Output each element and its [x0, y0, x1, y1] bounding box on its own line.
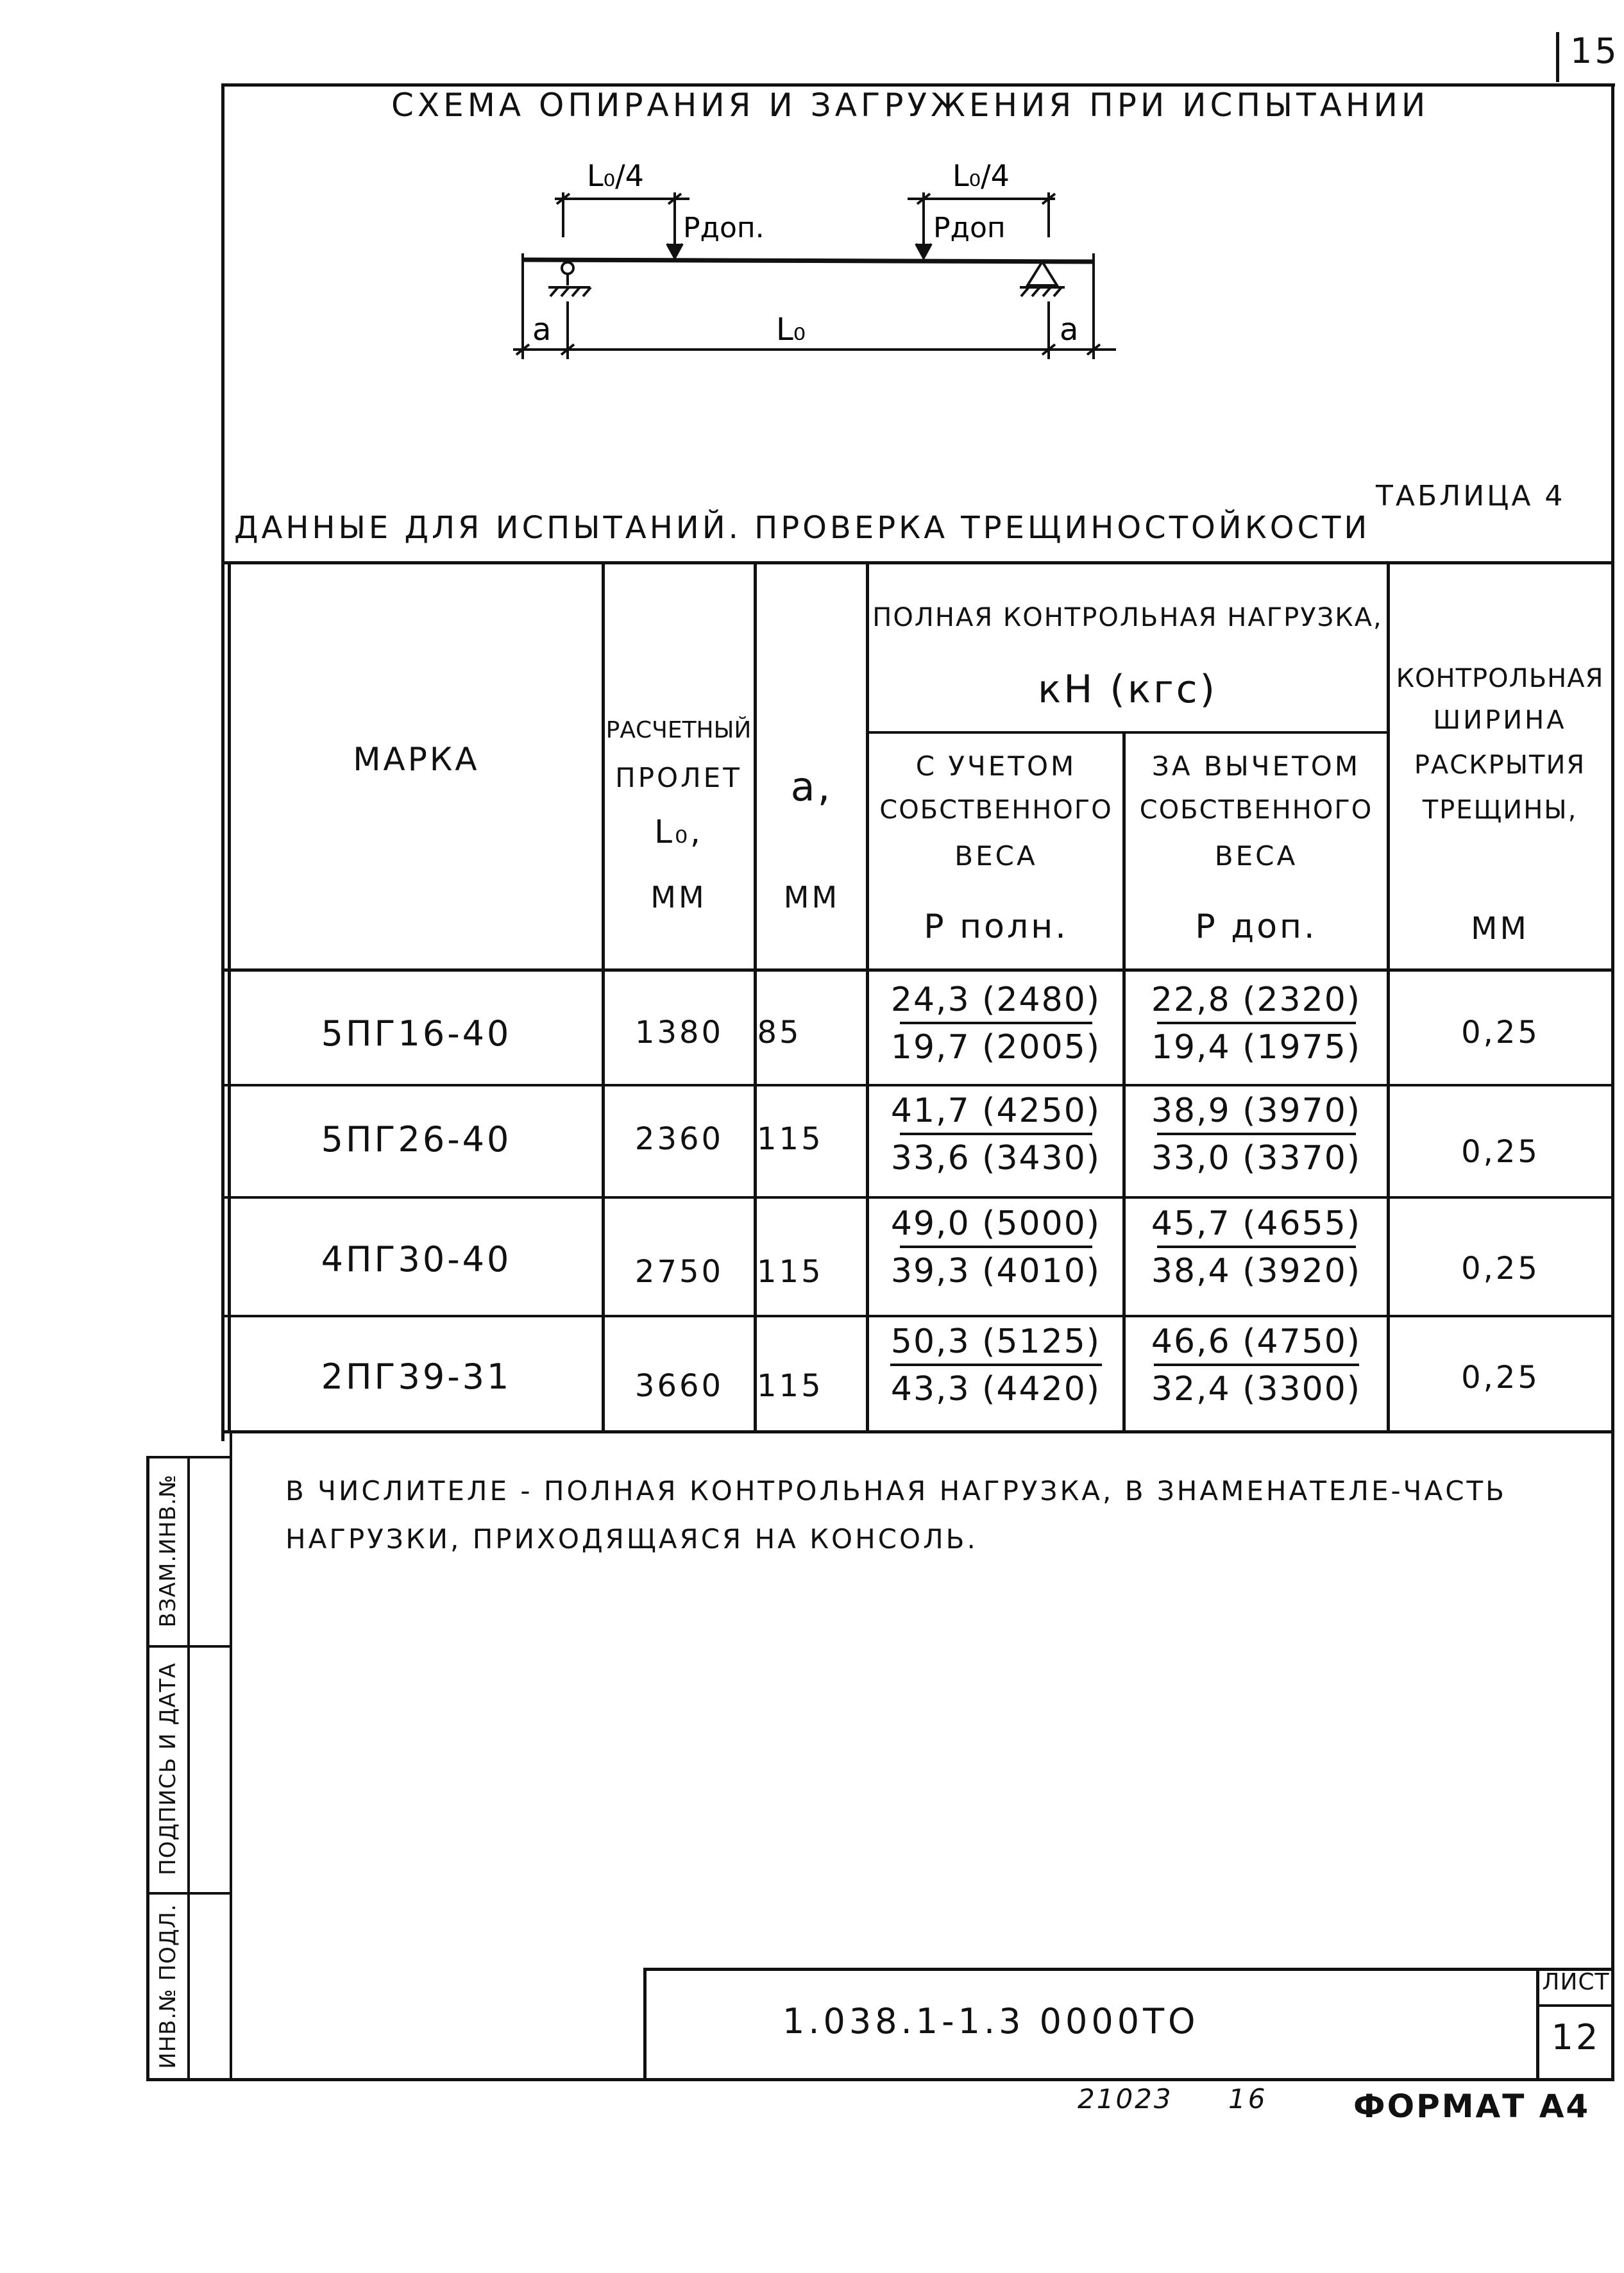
- table-caption: ТАБЛИЦА 4: [1376, 480, 1566, 512]
- row-p-add-num: 46,6 (4750): [1151, 1322, 1362, 1361]
- row-p-add: [1126, 1322, 1387, 1408]
- row-p-full: [869, 1322, 1122, 1408]
- row-p-add-num: 22,8 (2320): [1151, 981, 1362, 1019]
- row-p-add-num: 38,9 (3970): [1151, 1092, 1362, 1130]
- row-p-add-num: 45,7 (4655): [1151, 1204, 1362, 1243]
- row-p-add-den: 33,0 (3370): [1151, 1139, 1362, 1178]
- sheet-number: 12: [1551, 2017, 1601, 2058]
- row-p-add-den: 38,4 (3920): [1151, 1252, 1362, 1290]
- row-p-full: [869, 981, 1122, 1067]
- header-crack-line3: РАСКРЫТИЯ: [1414, 750, 1586, 780]
- header-load-group-line1: ПОЛНАЯ КОНТРОЛЬНАЯ НАГРУЗКА,: [872, 603, 1383, 632]
- row-span: 1380: [634, 1015, 724, 1051]
- row-p-full-num: 49,0 (5000): [890, 1204, 1101, 1243]
- row-crack: 0,25: [1461, 1015, 1540, 1051]
- header-a-symbol: a,: [790, 763, 833, 810]
- header-with-weight-symbol: P полн.: [924, 908, 1069, 946]
- row-span: 2750: [634, 1254, 724, 1290]
- row-span: 2360: [634, 1121, 724, 1157]
- header-crack-line4: ТРЕЩИНЫ,: [1422, 795, 1578, 825]
- dim-support-left: a: [532, 312, 552, 348]
- load-label-right: Pдоп: [933, 212, 1006, 244]
- row-p-full-den: 19,7 (2005): [890, 1028, 1101, 1067]
- dim-left-quarter: L₀/4: [587, 158, 644, 193]
- frame-right: [1611, 83, 1614, 2079]
- header-a-unit: ММ: [783, 880, 840, 915]
- row-a: 85: [757, 1015, 802, 1051]
- page-format: ФОРМАТ А4: [1353, 2088, 1591, 2125]
- dim-span: L₀: [776, 312, 806, 348]
- row-mark: 2ПГ39-31: [321, 1356, 512, 1397]
- header-without-weight-line2: СОБСТВЕННОГО: [1139, 795, 1373, 825]
- row-crack: 0,25: [1461, 1134, 1540, 1170]
- corner-sheet-number: 15: [1570, 31, 1620, 71]
- note-line-1: В ЧИСЛИТЕЛЕ - ПОЛНАЯ КОНТРОЛЬНАЯ НАГРУЗКА, В ЗНАМЕНАТЕЛЕ-ЧАСТЬ: [285, 1475, 1507, 1507]
- stamp-sign-date: ПОДПИСЬ И ДАТА: [155, 1662, 181, 1875]
- row-p-full-num: 50,3 (5125): [890, 1322, 1101, 1361]
- dim-support-right: a: [1060, 312, 1079, 348]
- note-line-2: НАГРУЗКИ, ПРИХОДЯЩАЯСЯ НА КОНСОЛЬ.: [285, 1523, 978, 1555]
- row-crack: 0,25: [1461, 1251, 1540, 1287]
- stamp-inv-orig: ИНВ.№ ПОДЛ.: [155, 1904, 181, 2069]
- row-p-add-den: 32,4 (3300): [1151, 1370, 1362, 1408]
- header-span-line3: L₀,: [654, 813, 703, 850]
- frame-left: [221, 83, 224, 1441]
- row-mark: 5ПГ26-40: [321, 1119, 512, 1160]
- copy-number: 21023: [1078, 2083, 1173, 2115]
- header-crack-unit: ММ: [1471, 911, 1529, 947]
- header-span-line2: ПРОЛЕТ: [615, 762, 742, 793]
- row-p-add: [1126, 981, 1387, 1067]
- row-mark: 4ПГ30-40: [321, 1239, 512, 1280]
- load-label-left: Pдоп.: [683, 212, 765, 244]
- section-title: ДАННЫЕ ДЛЯ ИСПЫТАНИЙ. ПРОВЕРКА ТРЕЩИНОСТОЙКОСТИ: [234, 510, 1371, 546]
- row-span: 3660: [634, 1368, 724, 1404]
- doc-code: 1.038.1-1.3 0000ТО: [782, 2001, 1199, 2041]
- sheet-label: ЛИСТ: [1542, 1969, 1610, 1995]
- loading-diagram: [507, 141, 1135, 378]
- header-crack-line2: ШИРИНА: [1433, 706, 1567, 735]
- row-p-full-den: 33,6 (3430): [890, 1139, 1101, 1178]
- header-crack-line1: КОНТРОЛЬНАЯ: [1396, 664, 1604, 693]
- copy-sheet: 16: [1228, 2083, 1268, 2115]
- header-load-group-line2: кН (кгс): [1038, 667, 1217, 712]
- row-mark: 5ПГ16-40: [321, 1013, 512, 1054]
- row-p-add-den: 19,4 (1975): [1151, 1028, 1362, 1067]
- row-a: 115: [757, 1368, 824, 1404]
- header-with-weight-line3: ВЕСА: [954, 840, 1038, 872]
- header-without-weight-line3: ВЕСА: [1214, 840, 1298, 872]
- header-mark: МАРКА: [353, 741, 480, 778]
- row-a: 115: [757, 1121, 824, 1157]
- dim-right-quarter: L₀/4: [952, 158, 1010, 193]
- header-with-weight-line1: С УЧЕТОМ: [915, 750, 1077, 782]
- row-p-full-num: 41,7 (4250): [890, 1092, 1101, 1130]
- header-with-weight-line2: СОБСТВЕННОГО: [879, 795, 1113, 825]
- row-p-full-den: 43,3 (4420): [890, 1370, 1101, 1408]
- row-p-full-num: 24,3 (2480): [890, 981, 1101, 1019]
- stamp-vzam-inv: ВЗАМ.ИНВ.№: [155, 1474, 181, 1628]
- row-p-full: [869, 1092, 1122, 1178]
- row-p-full-den: 39,3 (4010): [890, 1252, 1101, 1290]
- row-p-full: [869, 1204, 1122, 1290]
- scheme-title: СХЕМА ОПИРАНИЯ И ЗАГРУЖЕНИЯ ПРИ ИСПЫТАНИИ: [391, 87, 1430, 124]
- frame-bottom: [146, 2078, 1614, 2081]
- row-a: 115: [757, 1254, 824, 1290]
- header-without-weight-line1: ЗА ВЫЧЕТОМ: [1151, 750, 1361, 782]
- row-p-add: [1126, 1092, 1387, 1178]
- row-crack: 0,25: [1461, 1360, 1540, 1396]
- header-span-unit: ММ: [650, 880, 707, 915]
- row-p-add: [1126, 1204, 1387, 1290]
- header-without-weight-symbol: P доп.: [1195, 908, 1317, 946]
- header-span-line1: РАСЧЕТНЫЙ: [605, 717, 752, 743]
